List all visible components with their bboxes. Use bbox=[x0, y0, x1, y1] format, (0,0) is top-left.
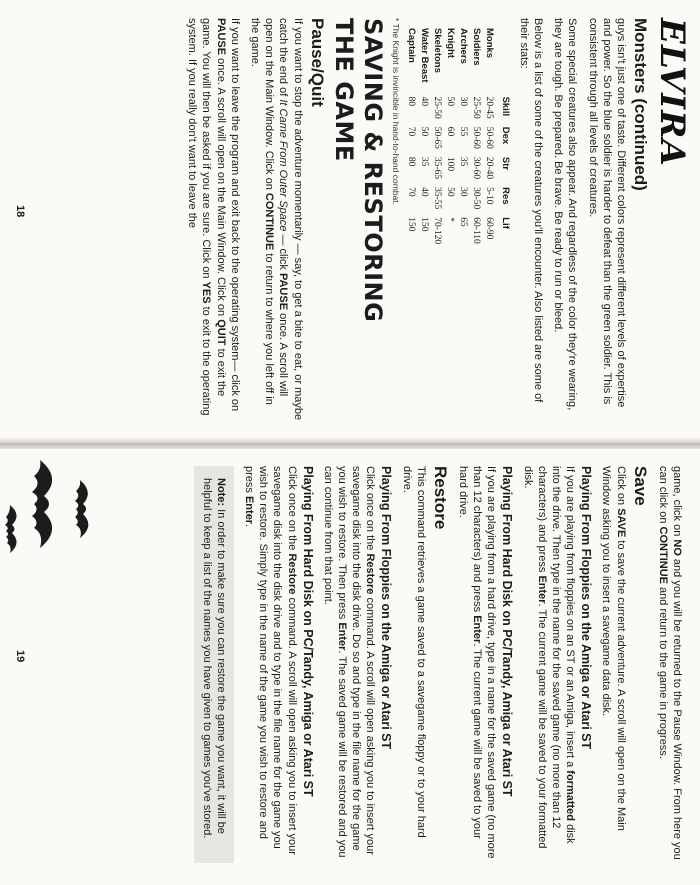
stat-cell: 70 bbox=[406, 126, 417, 137]
stats-header: Res bbox=[499, 187, 511, 205]
stat-cell: 150 bbox=[406, 217, 417, 232]
stat-cell: 55 bbox=[458, 126, 469, 137]
stat-cell: 25-50 bbox=[432, 96, 443, 119]
stat-cell: 80 bbox=[406, 96, 417, 107]
save-harddisk-para: If you are playing from a hard drive, type in a name for the saved game (no more than 12 characters) and press Enter. The current game will be saved to your hard drive. bbox=[456, 466, 498, 859]
stat-cell: * bbox=[445, 217, 456, 222]
stat-cell: 50 bbox=[419, 126, 430, 137]
creature-name: Water Beast bbox=[418, 28, 430, 83]
stat-cell: 50-60 bbox=[471, 126, 482, 149]
note-label: Note: bbox=[214, 478, 227, 507]
table-row bbox=[405, 28, 418, 252]
table-row bbox=[483, 28, 496, 252]
stats-header: Dex bbox=[499, 126, 511, 145]
stats-header bbox=[496, 28, 511, 97]
stat-cell: 30 bbox=[458, 187, 469, 197]
stat-cell: 25-50 bbox=[471, 96, 482, 119]
table-row bbox=[418, 28, 431, 252]
creature-name: Captain bbox=[405, 28, 417, 63]
restore-para: This command retrieves a game saved to a savegame floppy or to your hard drive. bbox=[400, 466, 427, 838]
table-row bbox=[444, 28, 457, 252]
creature-name: Knight bbox=[444, 28, 456, 59]
page-18 bbox=[0, 0, 700, 435]
stat-cell: 30-50 bbox=[471, 187, 482, 210]
stat-cell: 40 bbox=[419, 187, 430, 197]
table-row bbox=[457, 28, 470, 252]
note-box bbox=[194, 466, 234, 863]
bat-icon bbox=[5, 505, 17, 553]
stat-cell: 70 bbox=[406, 187, 417, 197]
restore-floppies-subheading: Playing From Floppies on the Amiga or Atari ST bbox=[379, 466, 394, 750]
stat-cell: 20-40 bbox=[484, 156, 495, 180]
monsters-heading: Monsters (continued) bbox=[631, 18, 650, 191]
stat-cell: 50-60 bbox=[484, 126, 495, 149]
page-19 bbox=[0, 450, 700, 885]
stat-cell: 50-65 bbox=[432, 126, 443, 149]
pause-para-2: If you want to leave the program and exit back to the operating system— click on PAUSE once. A scroll will open on the Main Window. Click on QUIT to exit the game. You will then be asked if you are sure. Click on YES to exit to the operating system. If you really don't want to leave the bbox=[186, 18, 241, 416]
book-spine bbox=[0, 437, 700, 449]
stat-cell: 35 bbox=[419, 156, 430, 167]
stat-cell: 150 bbox=[419, 217, 430, 232]
save-harddisk-subheading: Playing From Hard Disk on PC/Tandy, Amiga or Atari ST bbox=[500, 466, 515, 797]
stat-cell: 60 bbox=[445, 126, 456, 137]
table-row bbox=[431, 28, 444, 252]
table-row bbox=[470, 28, 483, 252]
stat-cell: 50 bbox=[445, 187, 456, 197]
page-number: 19 bbox=[14, 650, 26, 663]
bat-icon bbox=[75, 480, 88, 538]
stat-cell: 65 bbox=[458, 217, 469, 227]
stat-cell: 20-45 bbox=[484, 96, 495, 119]
stat-cell: 40 bbox=[419, 96, 430, 107]
bat-icon bbox=[32, 460, 52, 548]
stat-cell: 70-120 bbox=[432, 217, 443, 245]
stats-header: Str bbox=[499, 156, 511, 171]
note-text: In order to make sure you can restore the game you want, it will be helpful to keep a list of the names you have given to games you've stored. bbox=[200, 478, 227, 839]
creature-name: Skeletons bbox=[431, 28, 443, 73]
creature-name: Archers bbox=[457, 28, 469, 64]
creature-name: Monks bbox=[483, 28, 495, 59]
restore-floppies-para: Click once on the Restore command. A scroll will open asking you to insert your savegame disk into the disk drive. Do so and type in the file name for the game you wish to restore. Then press Enter. The saved game will be restored and you can continue from that point. bbox=[321, 466, 377, 858]
restore-harddisk-para: Click once on the Restore command. A scroll will open asking you to insert your savegame disk into the disk drive and to type in the file name for the game you wish to restore. Simply type in the name of the game you wish to restore and press Enter. bbox=[242, 466, 298, 855]
monsters-para-1: guys isn't just one of taste. Different colors represent different levels of expertise and power. So the blue soldier is harder to defeat than the green soldier. This is consistent through all levels of creatures. bbox=[586, 18, 627, 408]
stat-cell: 80 bbox=[406, 156, 417, 167]
save-floppies-para: If you are playing from floppies on an ST or an Amiga, insert a formatted disk into the drive. Then type in the name for the saved game (no more than 12 characters) and press Enter. The current game will be saved to your formatted disk. bbox=[521, 466, 577, 849]
save-heading: Save bbox=[630, 466, 650, 506]
monsters-para-2: Some special creatures also appear. And regardless of the color they're wearing, they are tough. Be prepared. Be brave. Be ready to run or bleed. bbox=[552, 18, 579, 411]
pause-quit-heading: Pause/Quit bbox=[307, 18, 327, 107]
stat-cell: 50 bbox=[445, 96, 456, 107]
save-floppies-subheading: Playing From Floppies on the Amiga or Atari ST bbox=[579, 466, 594, 750]
creature-stats-table bbox=[405, 28, 511, 252]
stats-header: Lif bbox=[499, 217, 511, 229]
stats-header: Skill bbox=[499, 96, 511, 117]
save-para: Click on SAVE to save the current adventure. A scroll will open on the Main Window asking you to insert a savegame data disk. bbox=[600, 466, 627, 831]
stat-cell: 30-60 bbox=[471, 156, 482, 180]
stat-cell: 35-65 bbox=[432, 156, 443, 180]
bats-illustration bbox=[0, 450, 110, 590]
pause-para-1: If you want to stop the adventure momentarily — say, to get a bite to eat, or maybe catch the end of It Came From Outer Space — click PAUSE once. A scroll will open on the Main Window. Click on CONTINUE to return to where you left off in the game. bbox=[248, 18, 304, 421]
creature-name: Soldiers bbox=[470, 28, 482, 66]
stat-cell: 30 bbox=[458, 96, 469, 107]
elvira-logo: ELVIRA bbox=[652, 18, 692, 167]
monsters-para-3: Below is a list of some of the creatures you'll encounter. Also listed are some of their stats: bbox=[517, 18, 544, 403]
stat-cell: 60-110 bbox=[471, 217, 482, 244]
restore-heading: Restore bbox=[430, 466, 450, 530]
knight-footnote: * The Knight is invincible in hand-to-hand combat. bbox=[390, 18, 401, 205]
stat-cell: 100 bbox=[445, 156, 456, 172]
restore-harddisk-subheading: Playing From Hard Disk on PC/Tandy, Amiga or Atari ST bbox=[300, 466, 315, 797]
stat-cell: 35-55 bbox=[432, 187, 443, 210]
continued-para: game, click on NO and you will be returned to the Pause Window. From here you can click on CONTINUE and return to the game in progress. bbox=[656, 466, 683, 860]
saving-heading-line-1: SAVING & RESTORING bbox=[358, 18, 387, 323]
stats-header-row bbox=[496, 28, 511, 252]
stat-cell: 60-90 bbox=[484, 217, 495, 240]
saving-heading-line-2: THE GAME bbox=[329, 18, 358, 162]
stat-cell: 35 bbox=[458, 156, 469, 167]
page-number: 18 bbox=[14, 205, 26, 218]
stat-cell: 5-10 bbox=[484, 187, 495, 205]
